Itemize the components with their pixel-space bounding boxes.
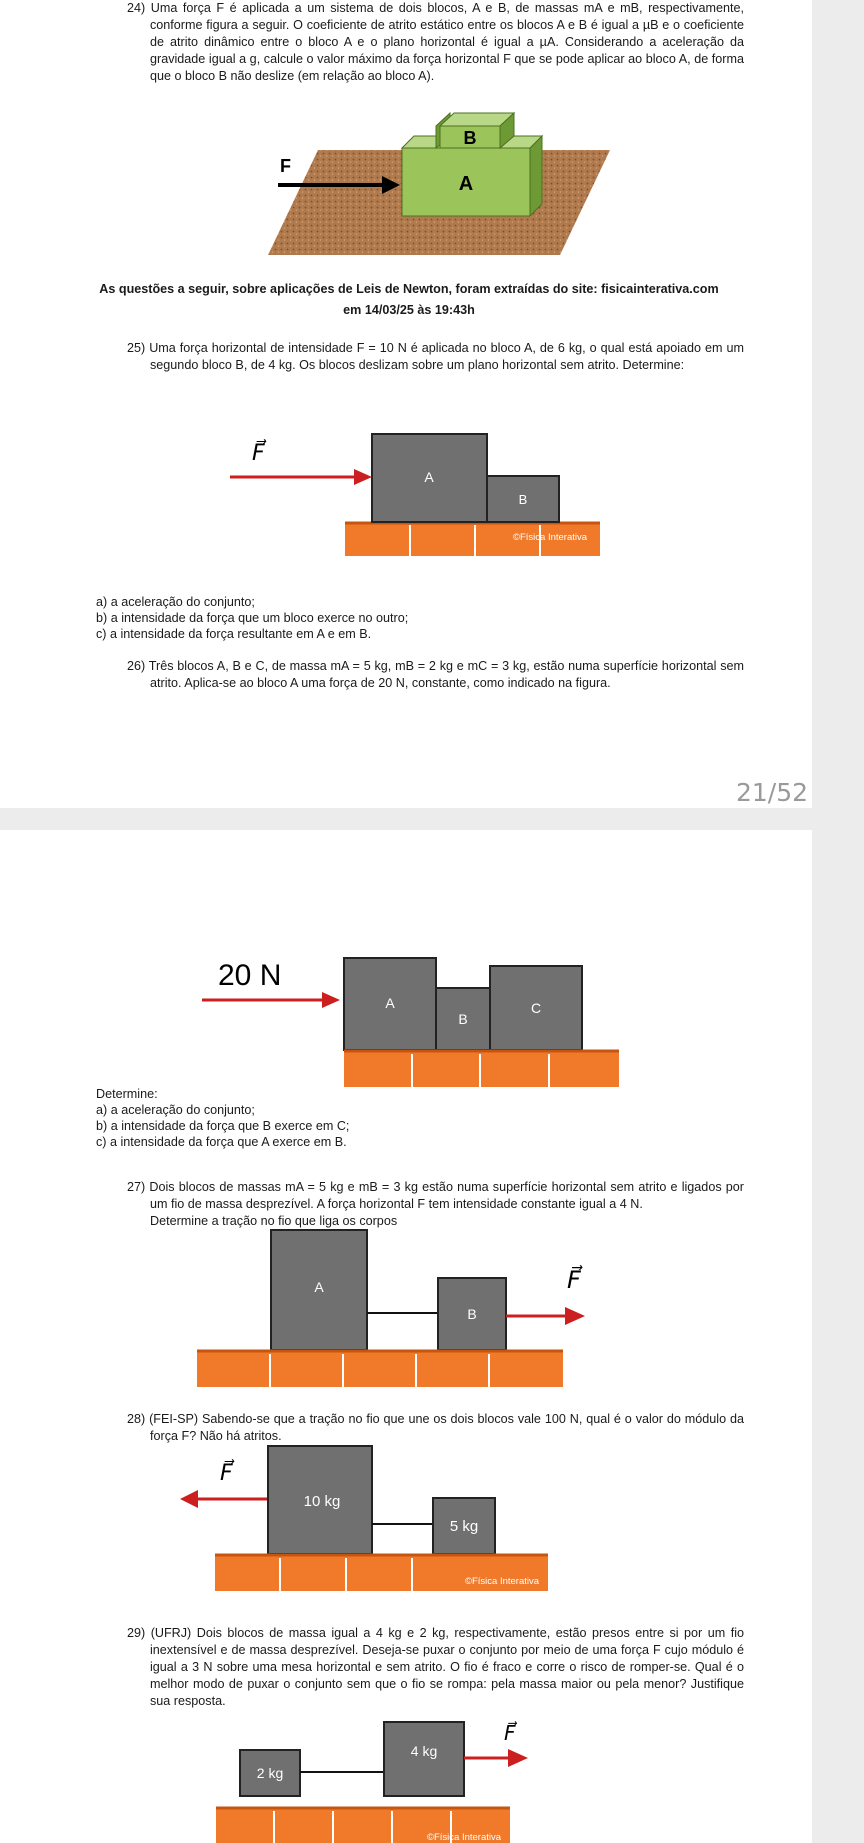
question-26-intro: 26) Três blocos A, B e C, de massa mA = 5 kg, mB = 2 kg e mC = 3 kg, estão numa superfície horizontal sem atrito. Aplica-se ao bloco A uma força de 20 N, constante, como indicado na figura. (127, 659, 745, 690)
q26-item-a: a) a aceleração do conjunto; (96, 1103, 255, 1117)
block-b-label: B (463, 128, 477, 148)
question-24-text: Uma força F é aplicada a um sistema de dois blocos, A e B, de massas mA e mB, respectivamente, conforme figura a seguir. O coeficiente de atrito estático entre os blocos A e B é igual a µB e o coeficiente de atrito dinâmico entre o bloco A e o plano horizontal é igual a µA. Considerando a aceleração da gravidade igual a g, calcule o valor máximo da força horizontal F que se pode aplicar ao bloco A, de forma que o bloco B não deslize (em relação ao bloco A). (150, 1, 744, 83)
force-arrowhead (354, 469, 372, 485)
block-4kg (384, 1722, 464, 1796)
q25-item-b: b) a intensidade da força que um bloco exerce no outro; (96, 611, 409, 625)
watermark: ©Física Interativa (426, 1832, 502, 1843)
block-a-label: A (458, 173, 474, 195)
block-b-label: B (518, 492, 528, 507)
figure-q28-blocks (180, 1444, 560, 1624)
question-24: 24) Uma força F é aplicada a um sistema de dois blocos, A e B, de massas mA e mB, respectivamente, conforme figura a seguir. O coeficiente de atrito estático entre os blocos A e B é igual a µB e o coeficiente de atrito dinâmico entre o bloco A e o plano horizontal é igual a µA. Considerando a aceleração da gravidade igual a g, calcule o valor máximo da força horizontal F que se pode aplicar ao bloco A, de forma que o bloco B não deslize (em relação ao bloco A). (127, 1, 744, 83)
document-page-22 (0, 830, 812, 1843)
block-a-side (530, 136, 542, 216)
force-label: F⃗ (567, 1267, 581, 1294)
figure-q27-blocks (195, 1228, 605, 1388)
q26-determine: Determine: (96, 1087, 158, 1101)
question-25-text: Uma força horizontal de intensidade F = 10 N é aplicada no bloco A, de 6 kg, o qual está apoiado em um segundo bloco B, de 4 kg. Os blocos deslizam sobre um plano horizontal sem atrito. Determine: (149, 341, 744, 372)
question-29: 29) (UFRJ) Dois blocos de massa igual a 4 kg e 2 kg, respectivamente, estão presos entre si por um fio inextensível e de massa desprezível. Deseja-se puxar o conjunto por meio de uma força F cujo módulo é igual a 3 N sobre uma mesa horizontal e sem atrito. O fio é fraco e corre o risco de romper-se. Qual é o melhor modo de puxar o conjunto sem que o fio se rompa: pela massa maior ou pela menor? Justifique sua resposta. (127, 1626, 745, 1708)
block-4kg-label: 4 kg (410, 1743, 438, 1759)
q25-item-a: a) a aceleração do conjunto; (96, 595, 255, 609)
q26-item-c: c) a intensidade da força que A exerce em B. (96, 1135, 347, 1149)
block-c-label: C (530, 1000, 542, 1016)
block-a-label: A (385, 995, 395, 1011)
brick-floor (197, 1351, 563, 1387)
force-label: F (280, 156, 291, 176)
block-a-label: A (314, 1279, 324, 1295)
watermark: ©Física Interativa (464, 1576, 540, 1587)
force-arrowhead (508, 1749, 528, 1767)
force-label: 20 N (218, 959, 282, 992)
source-note-line-1: As questões a seguir, sobre aplicações de Leis de Newton, foram extraídas do site: fisicainterativa.com (99, 282, 719, 296)
block-5kg-label: 5 kg (449, 1518, 479, 1535)
force-label: F⃗ (252, 440, 265, 465)
figure-q25-blocks (210, 430, 610, 560)
block-b-label: B (458, 1011, 468, 1027)
block-a-label: A (424, 469, 434, 485)
question-27-line-3: Determine a tração no fio que liga os corpos (150, 1214, 398, 1228)
force-label: F⃗ (220, 1460, 233, 1485)
question-26-text: Três blocos A, B e C, de massa mA = 5 kg, mB = 2 kg e mC = 3 kg, estão numa superfície horizontal sem atrito. Aplica-se ao bloco A uma força de 20 N, constante, como indicado na figura. (148, 659, 745, 690)
force-arrowhead (322, 992, 340, 1008)
source-note-line-2: em 14/03/25 às 19:43h (343, 303, 475, 317)
question-28: 28) (FEI-SP) Sabendo-se que a tração no fio que une os dois blocos vale 100 N, qual é o valor do módulo da força F? Não há atritos. (127, 1412, 744, 1443)
question-28-text: (FEI-SP) Sabendo-se que a tração no fio que une os dois blocos vale 100 N, qual é o valor do módulo da força F? Não há atritos. (149, 1412, 744, 1443)
figure-q26-blocks (200, 950, 630, 1090)
figure-q24-blocks (268, 110, 618, 260)
block-10kg-label: 10 kg (303, 1493, 341, 1510)
force-arrowhead (180, 1490, 198, 1508)
question-29-text: (UFRJ) Dois blocos de massa igual a 4 kg e 2 kg, respectivamente, estão presos entre si por um fio inextensível e de massa desprezível. Deseja-se puxar o conjunto por meio de uma força F cujo módulo é igual a 3 N sobre uma mesa horizontal e sem atrito. O fio é fraco e corre o risco de romper-se. Qual é o melhor modo de puxar o conjunto sem que o fio se rompa: pela massa maior ou pela menor? Justifique sua resposta. (150, 1626, 745, 1708)
q26-item-b: b) a intensidade da força que B exerce em C; (96, 1119, 350, 1133)
page-number: 21/52 (736, 778, 809, 807)
watermark: ©Física Interativa (512, 532, 588, 543)
q25-item-c: c) a intensidade da força resultante em A e em B. (96, 627, 372, 641)
force-arrowhead (565, 1307, 585, 1325)
brick-floor (344, 1051, 619, 1087)
document-page-21 (0, 0, 812, 808)
block-b-label: B (467, 1306, 477, 1322)
figure-q29-blocks (212, 1720, 532, 1843)
block-2kg-label: 2 kg (256, 1765, 284, 1781)
question-27: 27) Dois blocos de massas mA = 5 kg e mB = 3 kg estão numa superfície horizontal sem atrito e ligados por um fio de massa desprezível. A força horizontal F tem intensidade constante igual a 4 N. (127, 1180, 744, 1211)
force-label: F⃗ (504, 1723, 516, 1745)
question-27-text: Dois blocos de massas mA = 5 kg e mB = 3 kg estão numa superfície horizontal sem atrito e ligados por um fio de massa desprezível. A força horizontal F tem intensidade constante igual a 4 N. (149, 1180, 744, 1211)
question-25: 25) Uma força horizontal de intensidade F = 10 N é aplicada no bloco A, de 6 kg, o qual está apoiado em um segundo bloco B, de 4 kg. Os blocos deslizam sobre um plano horizontal sem atrito. Determine: (127, 341, 744, 372)
